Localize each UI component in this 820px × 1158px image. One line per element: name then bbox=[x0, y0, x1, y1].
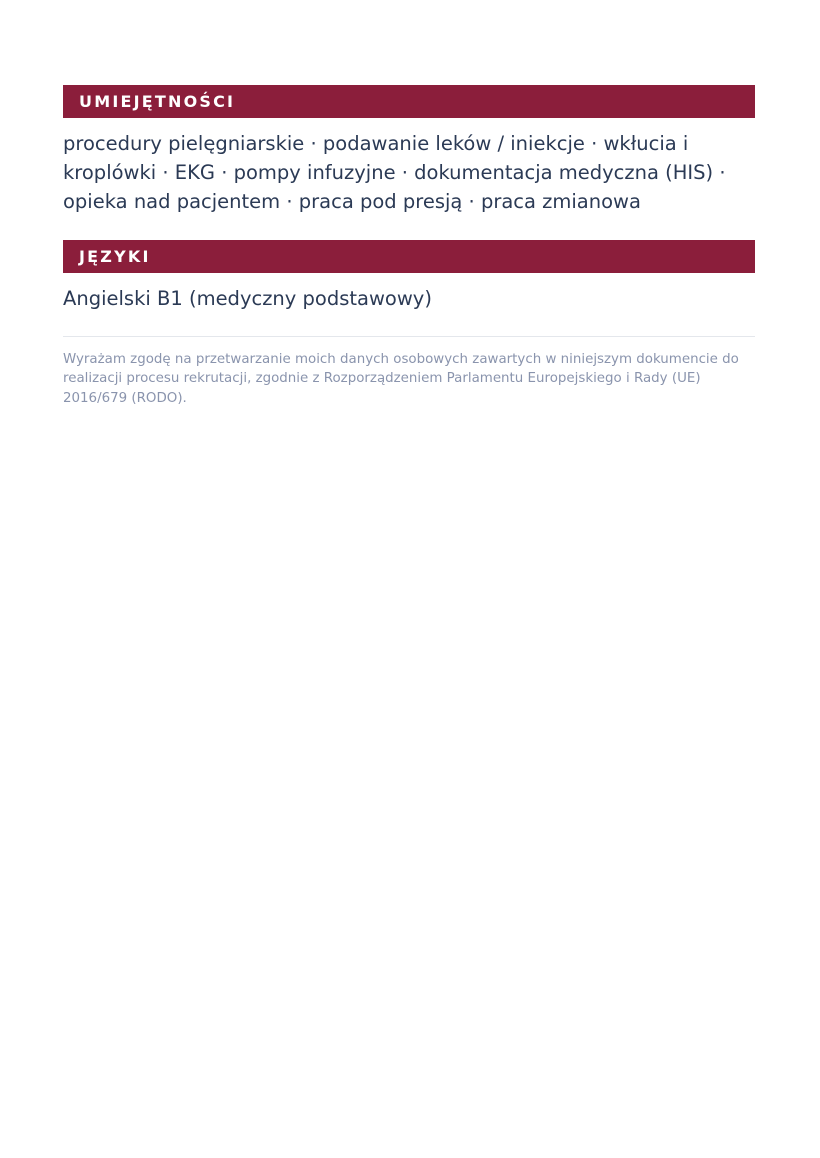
languages-section-title: JĘZYKI bbox=[79, 247, 151, 266]
skills-header-bar bbox=[63, 85, 755, 118]
skills-line: kroplówki · EKG · pompy infuzyjne · dokumentacja medyczna (HIS) · bbox=[63, 161, 726, 184]
language-entry: Angielski B1 (medyczny podstawowy) bbox=[63, 287, 432, 310]
skills-list bbox=[63, 129, 755, 216]
consent-line: Wyrażam zgodę na przetwarzanie moich danych osobowych zawartych w niniejszym dokumencie do bbox=[63, 352, 739, 367]
skills-section-title: UMIEJĘTNOŚCI bbox=[79, 92, 236, 111]
gdpr-consent-clause bbox=[63, 350, 755, 408]
languages-section bbox=[63, 240, 755, 313]
skills-section bbox=[63, 85, 755, 216]
footer-divider bbox=[63, 336, 755, 337]
consent-line: realizacji procesu rekrutacji, zgodnie z Rozporządzeniem Parlamentu Europejskiego i Rady (UE) bbox=[63, 371, 701, 387]
cv-page bbox=[63, 85, 755, 408]
consent-line: 2016/679 (RODO). bbox=[63, 390, 187, 406]
skills-line: procedury pielęgniarskie · podawanie leków / iniekcje · wkłucia i bbox=[63, 132, 689, 155]
skills-line: opieka nad pacjentem · praca pod presją · praca zmianowa bbox=[63, 190, 641, 213]
languages-header-bar bbox=[63, 240, 755, 273]
